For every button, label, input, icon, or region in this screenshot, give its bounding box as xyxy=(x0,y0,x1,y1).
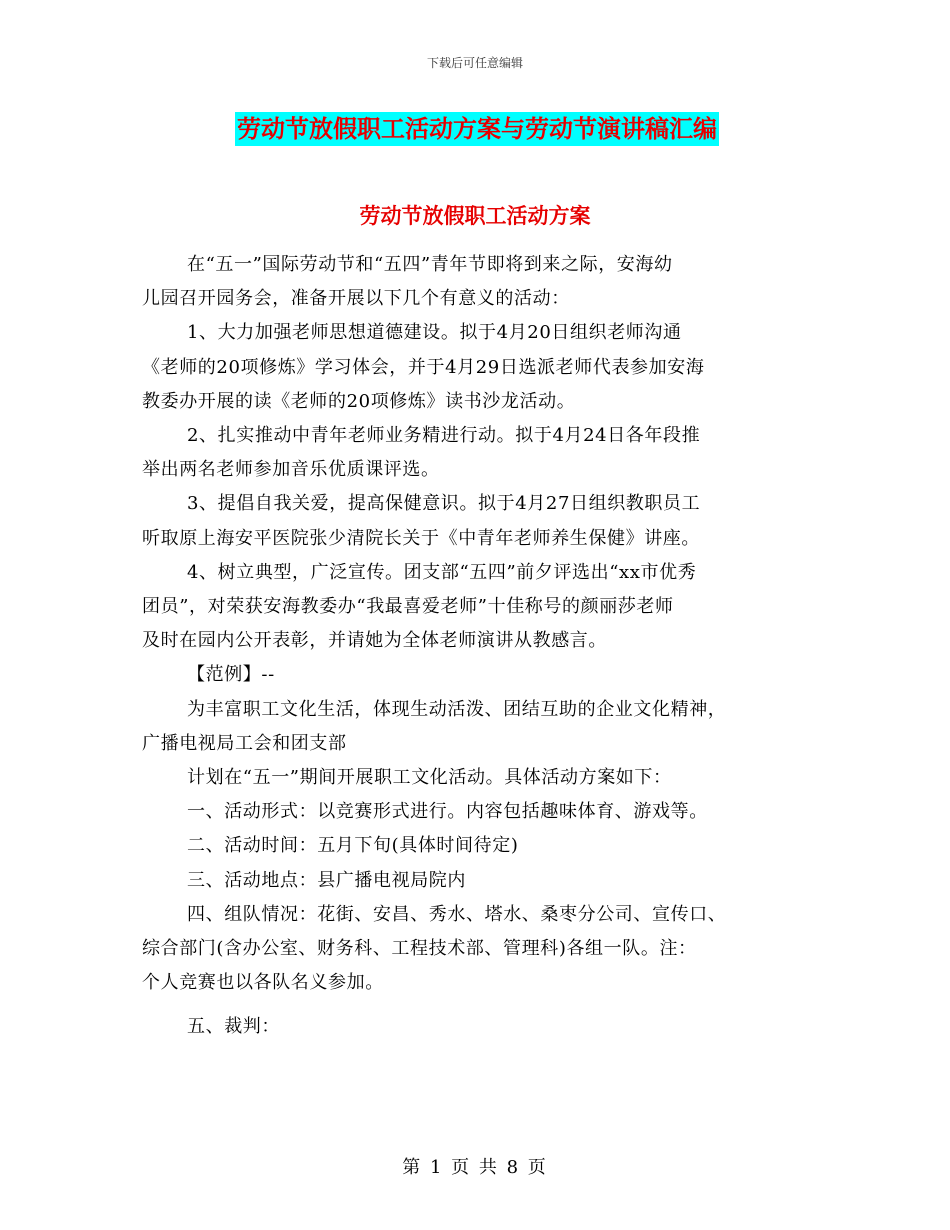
page-footer: 第 1 页 共 8 页 xyxy=(402,1157,548,1178)
paragraph-line: 在“五一”国际劳动节和“五四”青年节即将到来之际，安海幼 xyxy=(187,254,673,275)
paragraph-line: 五、裁判： xyxy=(187,1016,280,1038)
header-note: 下载后可任意编辑 xyxy=(426,56,523,70)
paragraph-line: 为丰富职工文化生活，体现生动活泼、团结互助的企业文化精神， xyxy=(187,698,727,720)
document-title: 劳动节放假职工活动方案与劳动节演讲稿汇编 xyxy=(235,112,719,146)
paragraph-line: 一、活动形式：以竞赛形式进行。内容包括趣味体育、游戏等。 xyxy=(187,801,708,823)
paragraph-line: 教委办开展的读《老师的20项修炼》读书沙龙活动。 xyxy=(142,390,576,412)
paragraph-line: 2、扎实推动中青年老师业务精进行动。拟于4月24日各年段推 xyxy=(187,425,701,447)
paragraph-line: 儿园召开园务会，准备开展以下几个有意义的活动： xyxy=(142,288,570,310)
paragraph-line: 听取原上海安平医院张少清院长关于《中青年老师养生保健》讲座。 xyxy=(142,527,700,549)
section-title: 劳动节放假职工活动方案 xyxy=(359,204,591,228)
paragraph-line: 综合部门(含办公室、财务科、工程技术部、管理科)各组一队。注： xyxy=(142,938,697,960)
paragraph-line: 计划在“五一”期间开展职工文化活动。具体活动方案如下： xyxy=(187,767,672,789)
paragraph-line: 3、提倡自我关爱，提高保健意识。拟于4月27日组织教职员工 xyxy=(187,493,701,515)
paragraph-line: 及时在园内公开表彰，并请她为全体老师演讲从教感言。 xyxy=(142,630,607,652)
paragraph-line: 个人竞赛也以各队名义参加。 xyxy=(142,972,384,994)
paragraph-line: 广播电视局工会和团支部 xyxy=(142,732,347,754)
body-text xyxy=(142,248,822,1045)
paragraph-line: 《老师的20项修炼》学习体会，并于4月29日选派老师代表参加安海 xyxy=(142,356,705,378)
paragraph-line: 1、大力加强老师思想道德建设。拟于4月20日组织老师沟通 xyxy=(187,322,682,344)
paragraph-line: 四、组队情况：花街、安昌、秀水、塔水、桑枣分公司、宣传口、 xyxy=(187,903,727,925)
paragraph-line: 4、树立典型，广泛宣传。团支部“五四”前夕评选出“xx市优秀 xyxy=(187,561,697,583)
paragraph-line: 【范例】-- xyxy=(187,664,275,686)
paragraph-line: 团员”，对荣获安海教委办“我最喜爱老师”十佳称号的颜丽莎老师 xyxy=(142,596,674,618)
paragraph-line: 二、活动时间：五月下旬(具体时间待定) xyxy=(187,835,519,857)
paragraph-line: 三、活动地点：县广播电视局院内 xyxy=(187,869,466,891)
paragraph-line: 举出两名老师参加音乐优质课评选。 xyxy=(142,459,440,481)
